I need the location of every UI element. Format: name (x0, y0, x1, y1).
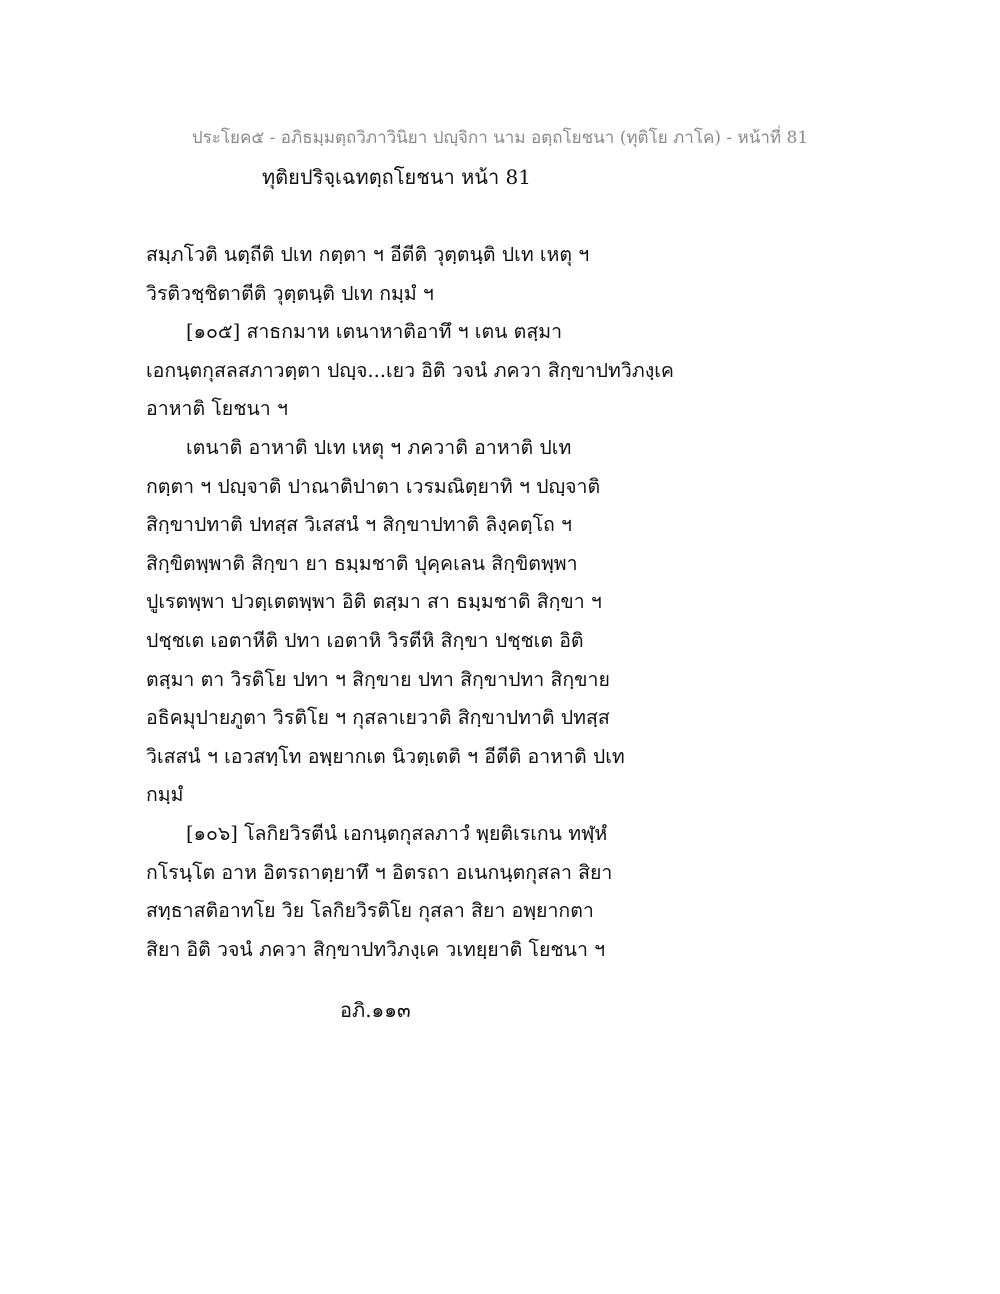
text-line: เอกนฺตกุสลสภาวตฺตา ปญฺจ...เยว อิติ วจนํ ภควา สิกฺขาปทวิภงฺเค (146, 358, 674, 382)
text-line: วิเสสนํ ฯ เอวสทฺโท อพฺยากเต นิวตฺเตติ ฯ อีตีติ อาหาติ ปเท (146, 744, 625, 768)
text-line: สิยา อิติ วจนํ ภควา สิกฺขาปทวิภงฺเค วเทยฺยาติ โยชนา ฯ (146, 937, 606, 961)
paragraph-start: เตนาติ อาหาติ ปเท เหตุ ฯ ภควาติ อาหาติ ปเท (186, 435, 572, 459)
paragraph-106-start: [๑๐๖] โลกิยวิรตีนํ เอกนฺตกุสลภาวํ พฺยติเรเกน ทฬฺหํ (186, 821, 608, 845)
text-line: ตสฺมา ตา วิรติโย ปทา ฯ สิกฺขาย ปทา สิกฺขาปทา สิกฺขาย (146, 667, 610, 691)
text-line: วิรติวชฺชิตาตีติ วุตฺตนฺติ ปเท กมฺมํ ฯ (146, 281, 434, 305)
text-line: กมฺมํ (146, 783, 184, 807)
text-line: สทฺธาสติอาทโย วิย โลกิยวิรติโย กุสลา สิยา อพฺยากตา (146, 899, 594, 923)
text-line: สิกฺขิตพฺพาติ สิกฺขา ยา ธมฺมชาติ ปุคฺคเลน สิกฺขิตพฺพา (146, 551, 578, 575)
text-line: ปูเรตพฺพา ปวตฺเตตพฺพา อิติ ตสฺมา สา ธมฺมชาติ สิกฺขา ฯ (146, 590, 602, 614)
paragraph-105-start: [๑๐๕] สาธกมาห เตนาหาติอาทึ ฯ เตน ตสฺมา (186, 320, 563, 344)
text-line: กโรนฺโต อาห อิตรถาตฺยาทึ ฯ อิตรถา อเนกนฺตกุสลา สิยา (146, 860, 613, 884)
running-header: ประโยค๕ - อภิธมฺมตฺถวิภาวินิยา ปญฺจิกา นาม อตฺถโยชนา (ทุติโย ภาโค) - หน้าที่ 81 (191, 128, 809, 148)
text-line: อาหาติ โยชนา ฯ (146, 397, 288, 421)
body-text (146, 236, 706, 969)
text-line: สมฺภโวติ นตฺถีติ ปเท กตฺตา ฯ อีตีติ วุตฺตนฺติ ปเท เหตุ ฯ (146, 243, 590, 266)
text-line: อธิคมุปายภูตา วิรติโย ฯ กุสลาเยวาติ สิกฺขาปทาติ ปทสฺส (146, 706, 610, 730)
text-line: ปชฺชเต เอตาหีติ ปทา เอตาหิ วิรตีหิ สิกฺขา ปชฺชเต อิติ (146, 628, 584, 652)
source-reference: อภิ.๑๑๓ (340, 998, 411, 1022)
text-line: สิกฺขาปทาติ ปทสฺส วิเสสนํ ฯ สิกฺขาปทาติ ลิงฺคตฺโถ ฯ (146, 513, 573, 537)
text-line: กตฺตา ฯ ปญฺจาติ ปาณาติปาตา เวรมณิตฺยาทิ ฯ ปญฺจาติ (146, 474, 601, 498)
section-heading: ทุติยปริจฺเฉทตฺถโยชนา หน้า 81 (262, 165, 531, 189)
